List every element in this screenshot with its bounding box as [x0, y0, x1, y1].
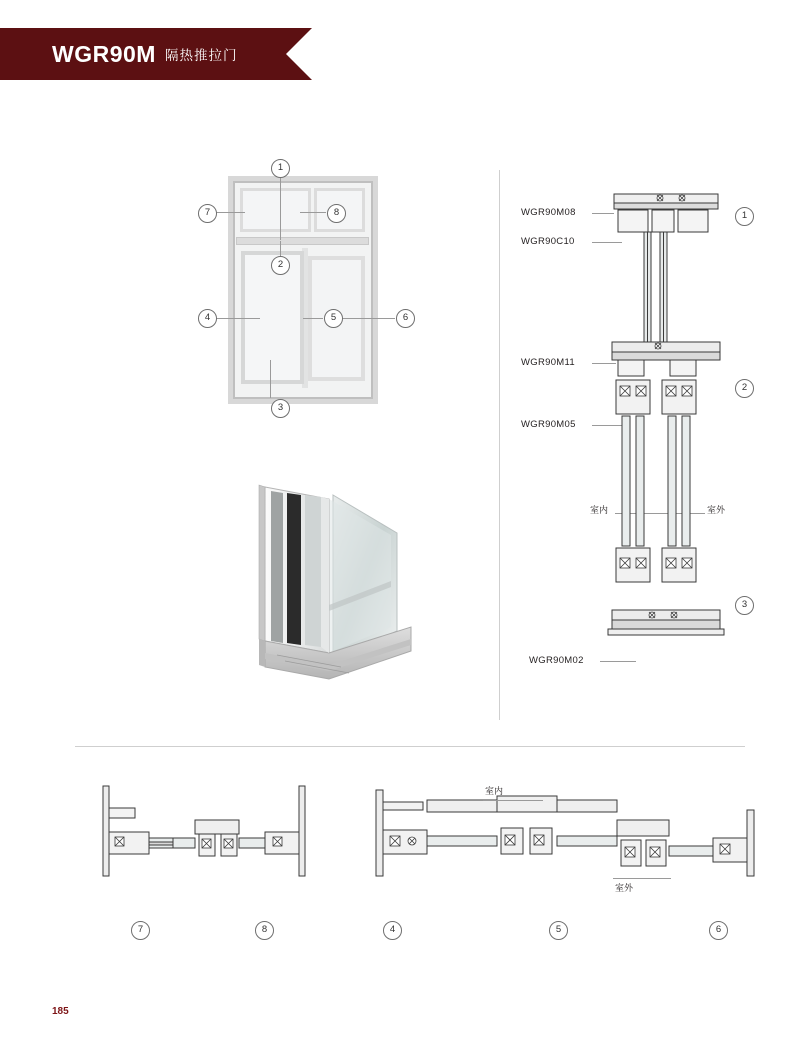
leader-line — [483, 800, 543, 801]
section-callout-3: 3 — [735, 596, 754, 615]
bottom-callout-6: 6 — [709, 921, 728, 940]
horizontal-divider — [75, 746, 745, 747]
header-text-group — [52, 28, 237, 80]
horizontal-section-right-svg — [370, 780, 760, 890]
callout-4: 4 — [198, 309, 217, 328]
part-label-wgr90c10: WGR90C10 — [521, 236, 575, 247]
indoor-label-section: 室内 — [590, 505, 609, 515]
vertical-section-drawing — [600, 180, 720, 670]
leader-line — [341, 318, 395, 319]
leader-line — [303, 318, 323, 319]
corner-render-svg — [225, 455, 425, 685]
horizontal-section-left-svg — [95, 780, 325, 890]
callout-6: 6 — [396, 309, 415, 328]
bottom-callout-5: 5 — [549, 921, 568, 940]
transom-left-panel — [240, 188, 311, 232]
leader-line — [280, 176, 281, 240]
bottom-callout-7: 7 — [131, 921, 150, 940]
elevation-drawing — [228, 176, 378, 404]
outdoor-label-bottom: 室外 — [615, 883, 634, 893]
bottom-callout-4: 4 — [383, 921, 402, 940]
leader-line — [215, 212, 245, 213]
outdoor-label-section: 室外 — [707, 505, 726, 515]
indoor-label-bottom: 室内 — [485, 786, 504, 796]
horizontal-section-left — [95, 780, 325, 890]
horizontal-transom-rail — [236, 237, 369, 245]
callout-5: 5 — [324, 309, 343, 328]
part-label-wgr90m08: WGR90M08 — [521, 207, 576, 218]
leader-line — [215, 318, 260, 319]
bottom-callout-8: 8 — [255, 921, 274, 940]
leader-line — [300, 212, 326, 213]
callout-7: 7 — [198, 204, 217, 223]
vertical-divider — [499, 170, 500, 720]
horizontal-section-right — [370, 780, 760, 890]
part-label-wgr90m11: WGR90M11 — [521, 357, 575, 368]
part-label-wgr90m02: WGR90M02 — [529, 655, 584, 666]
corner-3d-render — [225, 455, 425, 685]
page-header-banner — [0, 28, 286, 80]
product-code: WGR90M — [52, 40, 156, 67]
leader-line — [270, 360, 271, 398]
page-number: 185 — [52, 1006, 69, 1017]
callout-3: 3 — [271, 399, 290, 418]
product-name: 隔热推拉门 — [164, 48, 238, 63]
section-callout-2: 2 — [735, 379, 754, 398]
leader-line — [613, 878, 671, 879]
callout-8: 8 — [327, 204, 346, 223]
vertical-section-svg — [600, 180, 740, 680]
callout-2: 2 — [271, 256, 290, 275]
part-label-wgr90m05: WGR90M05 — [521, 419, 576, 430]
callout-1: 1 — [271, 159, 290, 178]
section-callout-1: 1 — [735, 207, 754, 226]
